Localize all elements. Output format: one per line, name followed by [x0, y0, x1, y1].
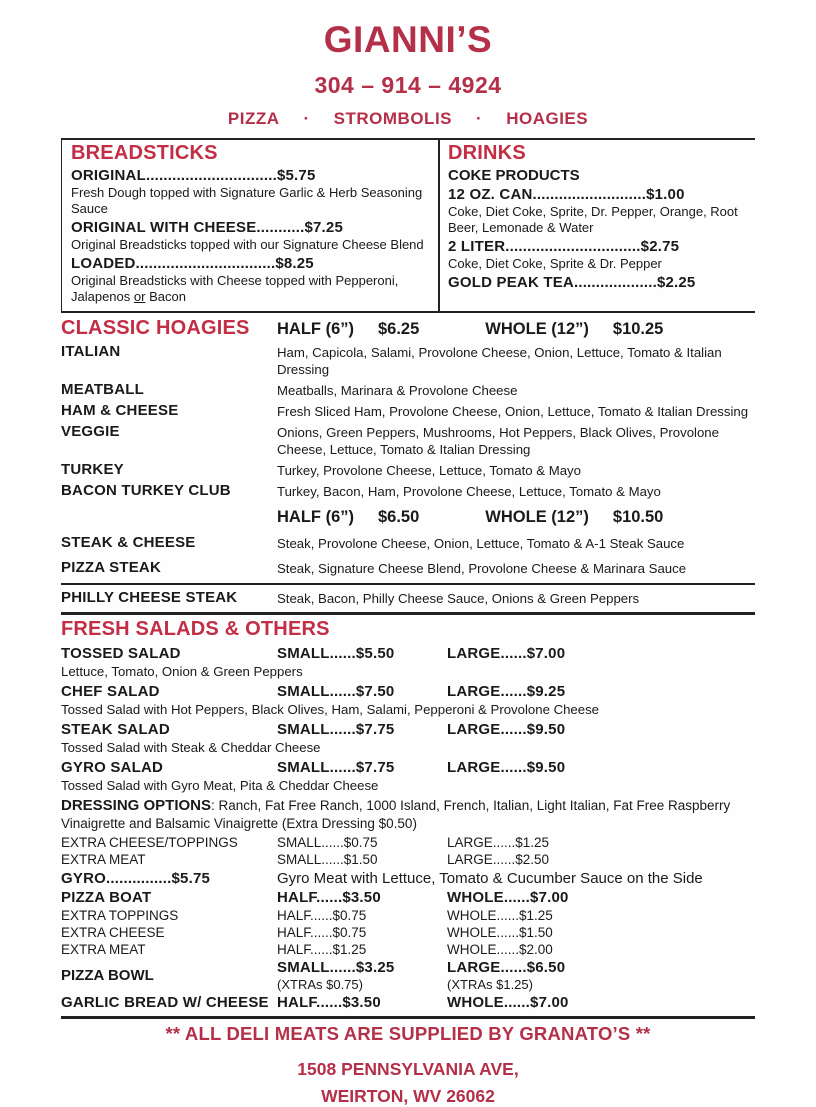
- item-name: GYRO SALAD: [61, 759, 164, 776]
- address-line-1: 1508 PENNSYLVANIA AVE,: [297, 1059, 519, 1079]
- large-price: LARGE......$1.25: [447, 835, 550, 850]
- classic-hoagies-heading: CLASSIC HOAGIES: [61, 317, 250, 339]
- hoagie-row: [61, 482, 755, 500]
- half-price: $6.25: [378, 320, 420, 338]
- drinks-subheading: COKE PRODUCTS: [448, 167, 580, 184]
- item-name: PIZZA STEAK: [61, 559, 161, 576]
- half-size-label: HALF (6”): [277, 508, 354, 526]
- item-description: Steak, Provolone Cheese, Onion, Lettuce, Tomato & A-1 Steak Sauce: [277, 536, 685, 551]
- item-price: $8.25: [275, 255, 314, 272]
- item-description: Fresh Sliced Ham, Provolone Cheese, Onion, Lettuce, Tomato & Italian Dressing: [277, 404, 749, 419]
- item-name: EXTRA CHEESE/TOPPINGS: [61, 835, 238, 850]
- whole-price: $10.25: [612, 320, 664, 338]
- item-description: Turkey, Provolone Cheese, Lettuce, Tomato & Mayo: [277, 463, 581, 478]
- drinks-heading: DRINKS: [448, 142, 526, 164]
- tagline-item: STROMBOLIS: [333, 109, 453, 128]
- half-price: HALF......$0.75: [277, 925, 367, 940]
- item-name: ORIGINAL: [71, 167, 146, 184]
- hoagie-row: [61, 423, 755, 458]
- item-description: Steak, Signature Cheese Blend, Provolone Cheese & Marinara Sauce: [277, 561, 687, 576]
- tagline-separator: ·: [303, 109, 310, 128]
- pizza-bowl-small: [277, 959, 447, 992]
- item-description: [71, 273, 428, 305]
- item-name: PHILLY CHEESE STEAK: [61, 589, 238, 606]
- dotted-leader: ...............: [105, 870, 172, 887]
- deli-meats-note: ** ALL DELI MEATS ARE SUPPLIED BY GRANATO’S **: [165, 1023, 651, 1044]
- tagline-separator: ·: [476, 109, 483, 128]
- item-description: Fresh Dough topped with Signature Garlic & Herb Seasoning Sauce: [71, 185, 423, 216]
- salads-heading: FRESH SALADS & OTHERS: [61, 618, 330, 640]
- large-extra-price: (XTRAs $1.25): [447, 977, 533, 992]
- whole-price: $10.50: [612, 508, 664, 526]
- tagline-item: PIZZA: [227, 109, 280, 128]
- item-name: BACON TURKEY CLUB: [61, 482, 231, 499]
- small-price: SMALL......$7.75: [277, 721, 395, 738]
- item-description: Coke, Diet Coke, Sprite, Dr. Pepper, Orange, Root Beer, Lemonade & Water: [448, 204, 738, 235]
- whole-price: WHOLE......$1.50: [447, 925, 553, 940]
- item-name: TOSSED SALAD: [61, 645, 181, 662]
- half-size-label: HALF (6”): [277, 320, 354, 338]
- small-price: SMALL......$7.75: [277, 759, 395, 776]
- large-price: LARGE......$2.50: [447, 852, 550, 867]
- whole-size-label: WHOLE (12”): [485, 508, 589, 526]
- menu-item-line: [71, 255, 428, 272]
- item-description: Tossed Salad with Gyro Meat, Pita & Cheddar Cheese: [61, 778, 379, 793]
- half-price: HALF......$1.25: [277, 942, 367, 957]
- drinks-section: [438, 140, 755, 311]
- hoagie-row: [61, 534, 755, 552]
- phone-number: 304 – 914 – 4924: [314, 72, 502, 98]
- menu-item-line: [71, 219, 428, 236]
- small-price: SMALL......$7.50: [277, 683, 395, 700]
- menu-item-line: [448, 274, 751, 291]
- extras-row: [61, 852, 755, 867]
- item-name: TURKEY: [61, 461, 124, 478]
- pizza-boat-row: [61, 889, 755, 906]
- item-name: CHEF SALAD: [61, 683, 160, 700]
- hoagie-price-header: [277, 508, 755, 527]
- half-price: HALF......$3.50: [277, 889, 381, 906]
- divider-line: [61, 612, 755, 615]
- dotted-leader: ...................: [573, 274, 657, 291]
- item-name: EXTRA TOPPINGS: [61, 908, 179, 923]
- breadsticks-drinks-box: [61, 138, 755, 313]
- dotted-leader: ...............................: [505, 238, 641, 255]
- divider-line: [61, 1016, 755, 1019]
- item-name: GOLD PEAK TEA: [448, 274, 574, 291]
- address-line-2: WEIRTON, WV 26062: [321, 1086, 495, 1106]
- small-price: SMALL......$5.50: [277, 645, 395, 662]
- item-name: HAM & CHEESE: [61, 402, 179, 419]
- pizza-bowl-row: [61, 959, 755, 992]
- tagline-item: HOAGIES: [506, 109, 589, 128]
- item-name: EXTRA CHEESE: [61, 925, 165, 940]
- item-description-text: Original Breadsticks with Cheese topped with Pepperoni, Jalapenos: [71, 273, 399, 304]
- half-price: $6.50: [378, 508, 420, 526]
- item-description-text: Bacon: [145, 289, 186, 304]
- large-price: LARGE......$6.50: [447, 959, 566, 976]
- dotted-leader: ...........: [256, 219, 305, 236]
- salad-row: [61, 683, 755, 700]
- item-description: Onions, Green Peppers, Mushrooms, Hot Peppers, Black Olives, Provolone Cheese, Lettuce, Tomato & Italian Dressing: [277, 425, 719, 457]
- item-price: $7.25: [304, 219, 343, 236]
- pizza-bowl-large: [447, 959, 755, 992]
- half-price: HALF......$3.50: [277, 994, 381, 1011]
- item-description: Turkey, Bacon, Ham, Provolone Cheese, Lettuce, Tomato & Mayo: [277, 484, 661, 499]
- item-description: Tossed Salad with Hot Peppers, Black Olives, Ham, Salami, Pepperoni & Provolone Cheese: [61, 702, 600, 717]
- item-price: $5.75: [171, 870, 211, 887]
- item-price: $2.25: [656, 274, 696, 291]
- menu-item-line: [448, 238, 751, 255]
- large-price: LARGE......$9.25: [447, 683, 566, 700]
- large-price: LARGE......$9.50: [447, 759, 566, 776]
- large-price: LARGE......$9.50: [447, 721, 566, 738]
- large-price: LARGE......$7.00: [447, 645, 566, 662]
- whole-price: WHOLE......$7.00: [447, 994, 569, 1011]
- hoagie-price-header: [277, 320, 755, 339]
- salad-row: [61, 721, 755, 738]
- hoagie-row: [61, 583, 755, 607]
- extras-row: [61, 908, 755, 923]
- menu-item-line: [61, 870, 277, 887]
- item-name: 2 LITER: [448, 238, 506, 255]
- item-description: Tossed Salad with Steak & Cheddar Cheese: [61, 740, 321, 755]
- item-description: Gyro Meat with Lettuce, Tomato & Cucumber Sauce on the Side: [277, 870, 703, 887]
- item-name: PIZZA BOWL: [61, 967, 154, 984]
- item-name: VEGGIE: [61, 423, 120, 440]
- dressing-options: [61, 797, 755, 833]
- whole-price: WHOLE......$2.00: [447, 942, 553, 957]
- item-description: Coke, Diet Coke, Sprite & Dr. Pepper: [448, 256, 662, 271]
- dotted-leader: ..........................: [532, 186, 647, 203]
- item-description: Steak, Bacon, Philly Cheese Sauce, Onions & Green Peppers: [277, 591, 640, 606]
- extras-row: [61, 835, 755, 850]
- item-name: GARLIC BREAD W/ CHEESE: [61, 994, 269, 1011]
- item-name: STEAK SALAD: [61, 721, 170, 738]
- item-description-or: or: [133, 289, 146, 304]
- item-name: EXTRA MEAT: [61, 852, 146, 867]
- dotted-leader: ................................: [135, 255, 276, 272]
- hoagie-row: [61, 461, 755, 479]
- item-name: STEAK & CHEESE: [61, 534, 196, 551]
- item-price: $5.75: [276, 167, 316, 184]
- small-price: SMALL......$0.75: [277, 835, 378, 850]
- item-description: Ham, Capicola, Salami, Provolone Cheese, Onion, Lettuce, Tomato & Italian Dressing: [277, 345, 722, 377]
- hoagie-row: [61, 559, 755, 577]
- classic-hoagies-section: [61, 317, 755, 615]
- item-name: ORIGINAL WITH CHEESE: [71, 219, 257, 236]
- item-name: LOADED: [71, 255, 136, 272]
- item-price: $2.75: [640, 238, 680, 255]
- gyro-row: [61, 870, 755, 887]
- item-name: PIZZA BOAT: [61, 889, 152, 906]
- extras-row: [61, 925, 755, 940]
- item-name: 12 OZ. CAN: [448, 186, 533, 203]
- salads-section: [61, 618, 755, 1011]
- dressing-options-label: DRESSING OPTIONS: [61, 797, 212, 814]
- extras-row: [61, 942, 755, 957]
- item-name: GYRO: [61, 870, 106, 887]
- small-price: SMALL......$1.50: [277, 852, 378, 867]
- whole-price: WHOLE......$7.00: [447, 889, 569, 906]
- item-price: $1.00: [646, 186, 685, 203]
- item-name: MEATBALL: [61, 381, 144, 398]
- dotted-leader: ..............................: [145, 167, 277, 184]
- whole-size-label: WHOLE (12”): [485, 320, 589, 338]
- salad-row: [61, 759, 755, 776]
- hoagie-row: [61, 402, 755, 420]
- small-price: SMALL......$3.25: [277, 959, 395, 976]
- salad-row: [61, 645, 755, 662]
- menu-item-line: [71, 167, 428, 184]
- half-price: HALF......$0.75: [277, 908, 367, 923]
- hoagie-row: [61, 343, 755, 378]
- garlic-bread-row: [61, 994, 755, 1011]
- tagline: [61, 109, 755, 129]
- dressing-options-text: : Ranch, Fat Free Ranch, 1000 Island, French, Italian, Light Italian, Fat Free Raspberry Vinaigrette and Balsamic Vinaigrette (Extra Dressing $0.50): [61, 798, 731, 831]
- menu-item-line: [448, 186, 751, 203]
- restaurant-name: GIANNI’S: [323, 19, 493, 60]
- breadsticks-heading: BREADSTICKS: [71, 142, 218, 164]
- item-description: Original Breadsticks topped with our Signature Cheese Blend: [71, 237, 424, 252]
- hoagie-row: [61, 381, 755, 399]
- item-description: Meatballs, Marinara & Provolone Cheese: [277, 383, 518, 398]
- breadsticks-section: [62, 140, 438, 311]
- item-description: Lettuce, Tomato, Onion & Green Peppers: [61, 664, 303, 679]
- item-name: EXTRA MEAT: [61, 942, 146, 957]
- whole-price: WHOLE......$1.25: [447, 908, 553, 923]
- small-extra-price: (XTRAs $0.75): [277, 977, 363, 992]
- item-name: ITALIAN: [61, 343, 121, 360]
